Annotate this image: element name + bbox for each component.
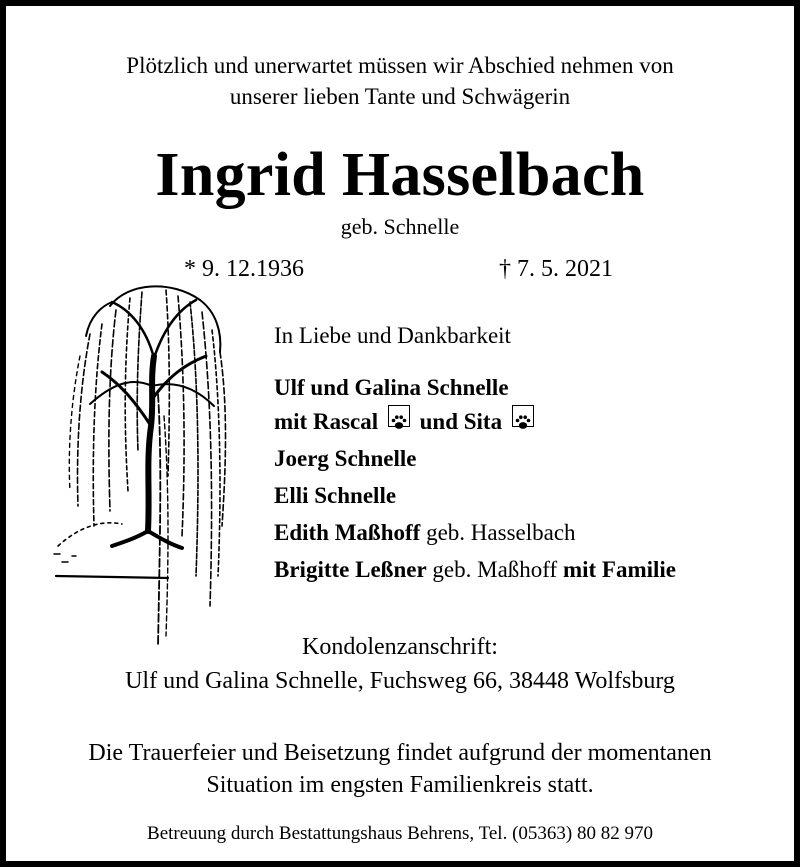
condolence-address: Ulf und Galina Schnelle, Fuchsweg 66, 38448 Wolfsburg (125, 668, 675, 694)
mourner-name: Elli Schnelle (274, 483, 397, 508)
mourner-name: Edith Maßhoff (274, 520, 421, 545)
maiden-name: geb. Schnelle (340, 214, 460, 239)
mourner-suffix: mit Familie (562, 557, 676, 582)
mourner-note: geb. Maßhoff (432, 557, 558, 582)
paw-print-icon (388, 405, 410, 427)
mourner-name: und Sita (419, 409, 503, 434)
mourners-list (274, 373, 676, 588)
weeping-willow-icon (50, 276, 232, 658)
mourner-entry (274, 403, 676, 440)
mourner-name: Joerg Schnelle (274, 446, 417, 471)
ceremony-line-1: Die Trauerfeier und Beisetzung findet aufgrund der momentanen (88, 740, 712, 766)
death-date: † 7. 5. 2021 (499, 256, 613, 282)
ceremony-line-2: Situation im engsten Familienkreis statt. (206, 772, 594, 798)
birth-date: * 9. 12.1936 (184, 256, 304, 282)
condolence-label: Kondolenzanschrift: (302, 634, 498, 660)
condolence-block (6, 630, 794, 698)
dedication-text: In Liebe und Dankbarkeit (274, 323, 511, 348)
mourner-name: mit Rascal (274, 409, 379, 434)
funeral-service-credit: Betreuung durch Bestattungshaus Behrens, Tel. (05363) 80 82 970 (147, 823, 653, 844)
mourner-name: Brigitte Leßner (274, 557, 427, 582)
ceremony-note (6, 737, 794, 801)
mourner-entry (274, 440, 676, 477)
mourner-entry (274, 477, 676, 514)
intro-text (6, 50, 794, 112)
mourner-entry (274, 551, 676, 588)
mourner-entry (274, 514, 676, 551)
deceased-name: Ingrid Hasselbach (155, 141, 645, 209)
mourner-name: Ulf und Galina Schnelle (274, 375, 509, 400)
paw-print-icon (512, 405, 534, 427)
intro-line-2: unserer lieben Tante und Schwägerin (229, 84, 571, 109)
mourner-entry (274, 373, 676, 403)
intro-line-1: Plötzlich und unerwartet müssen wir Abschied nehmen von (126, 53, 674, 78)
mourner-note: geb. Hasselbach (426, 520, 576, 545)
